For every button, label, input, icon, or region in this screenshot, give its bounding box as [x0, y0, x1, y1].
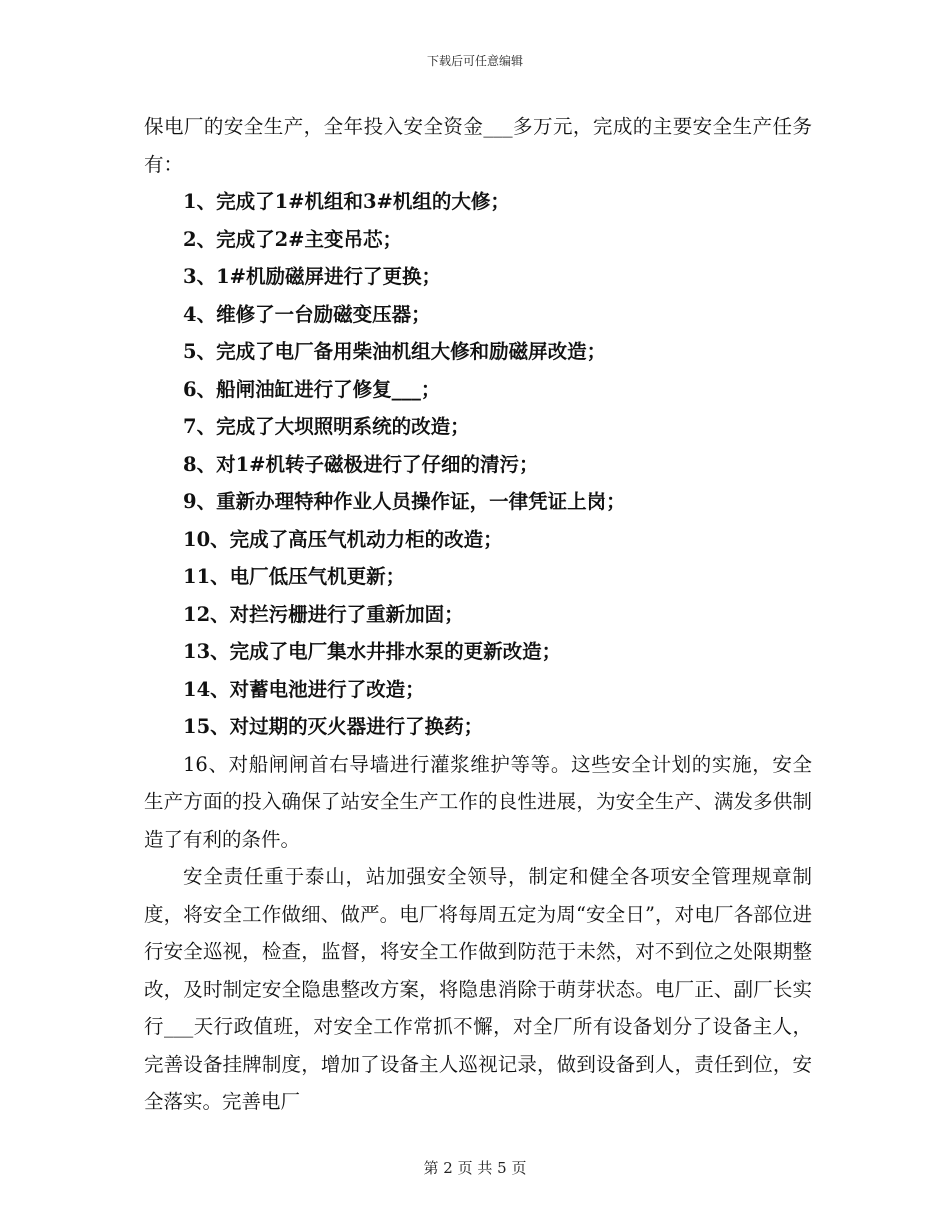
- list-item: 13、完成了电厂集水井排水泵的更新改造；: [183, 640, 562, 663]
- list-item: 2、完成了2#主变吊芯；: [183, 227, 402, 251]
- list-item: 8、对1#机转子磁极进行了仔细的清污；: [183, 452, 539, 476]
- paragraph-16: 16、对船闸闸首右导墙进行灌浆维护等等。这些安全计划的实施，安全生产方面的投入确保了站安全生产工作的良性进展，为安全生产、满发多供制造了有利的条件。: [144, 752, 812, 851]
- intro-paragraph: 保电厂的安全生产，全年投入安全资金___多万元，完成的主要安全生产任务有：: [144, 115, 812, 176]
- document-body: [144, 108, 812, 1121]
- list-item: 4、维修了一台励磁变压器；: [183, 302, 431, 326]
- list-item: 11、电厂低压气机更新；: [183, 565, 406, 588]
- task-list: [144, 183, 812, 746]
- list-item: 1、完成了1#机组和3#机组的大修；: [183, 190, 510, 213]
- page-header-note: 下载后可任意编辑: [426, 54, 523, 68]
- list-item: 6、船闸油缸进行了修复___；: [183, 377, 441, 401]
- list-item: 9、重新办理特种作业人员操作证，一律凭证上岗；: [183, 490, 626, 513]
- list-item: 10、完成了高压气机动力柜的改造；: [183, 527, 503, 551]
- list-item: 7、完成了大坝照明系统的改造；: [183, 415, 470, 438]
- paragraph-safety-responsibility: 安全责任重于泰山，站加强安全领导，制定和健全各项安全管理规章制度，将安全工作做细、做严。电厂将每周五定为周“安全日”，对电厂各部位进行安全巡视，检查，监督，将安全工作做到防范于未然，对不到位之处限期整改，及时制定安全隐患整改方案，将隐患消除于萌芽状态。电厂正、副厂长实行___天行政值班，对安全工作常抓不懈，对全厂所有设备划分了设备主人，完善设备挂牌制度，增加了设备主人巡视记录，做到设备到人，责任到位，安全落实。完善电厂: [144, 865, 812, 1113]
- list-item: 3、1#机励磁屏进行了更换；: [183, 265, 441, 288]
- list-item: 14、对蓄电池进行了改造；: [183, 677, 425, 701]
- list-item: 12、对拦污栅进行了重新加固；: [183, 602, 464, 626]
- list-item: 15、对过期的灭火器进行了换药；: [183, 715, 484, 738]
- page-number: 第 2 页 共 5 页: [423, 1159, 527, 1177]
- list-item: 5、完成了电厂备用柴油机组大修和励磁屏改造；: [183, 340, 607, 363]
